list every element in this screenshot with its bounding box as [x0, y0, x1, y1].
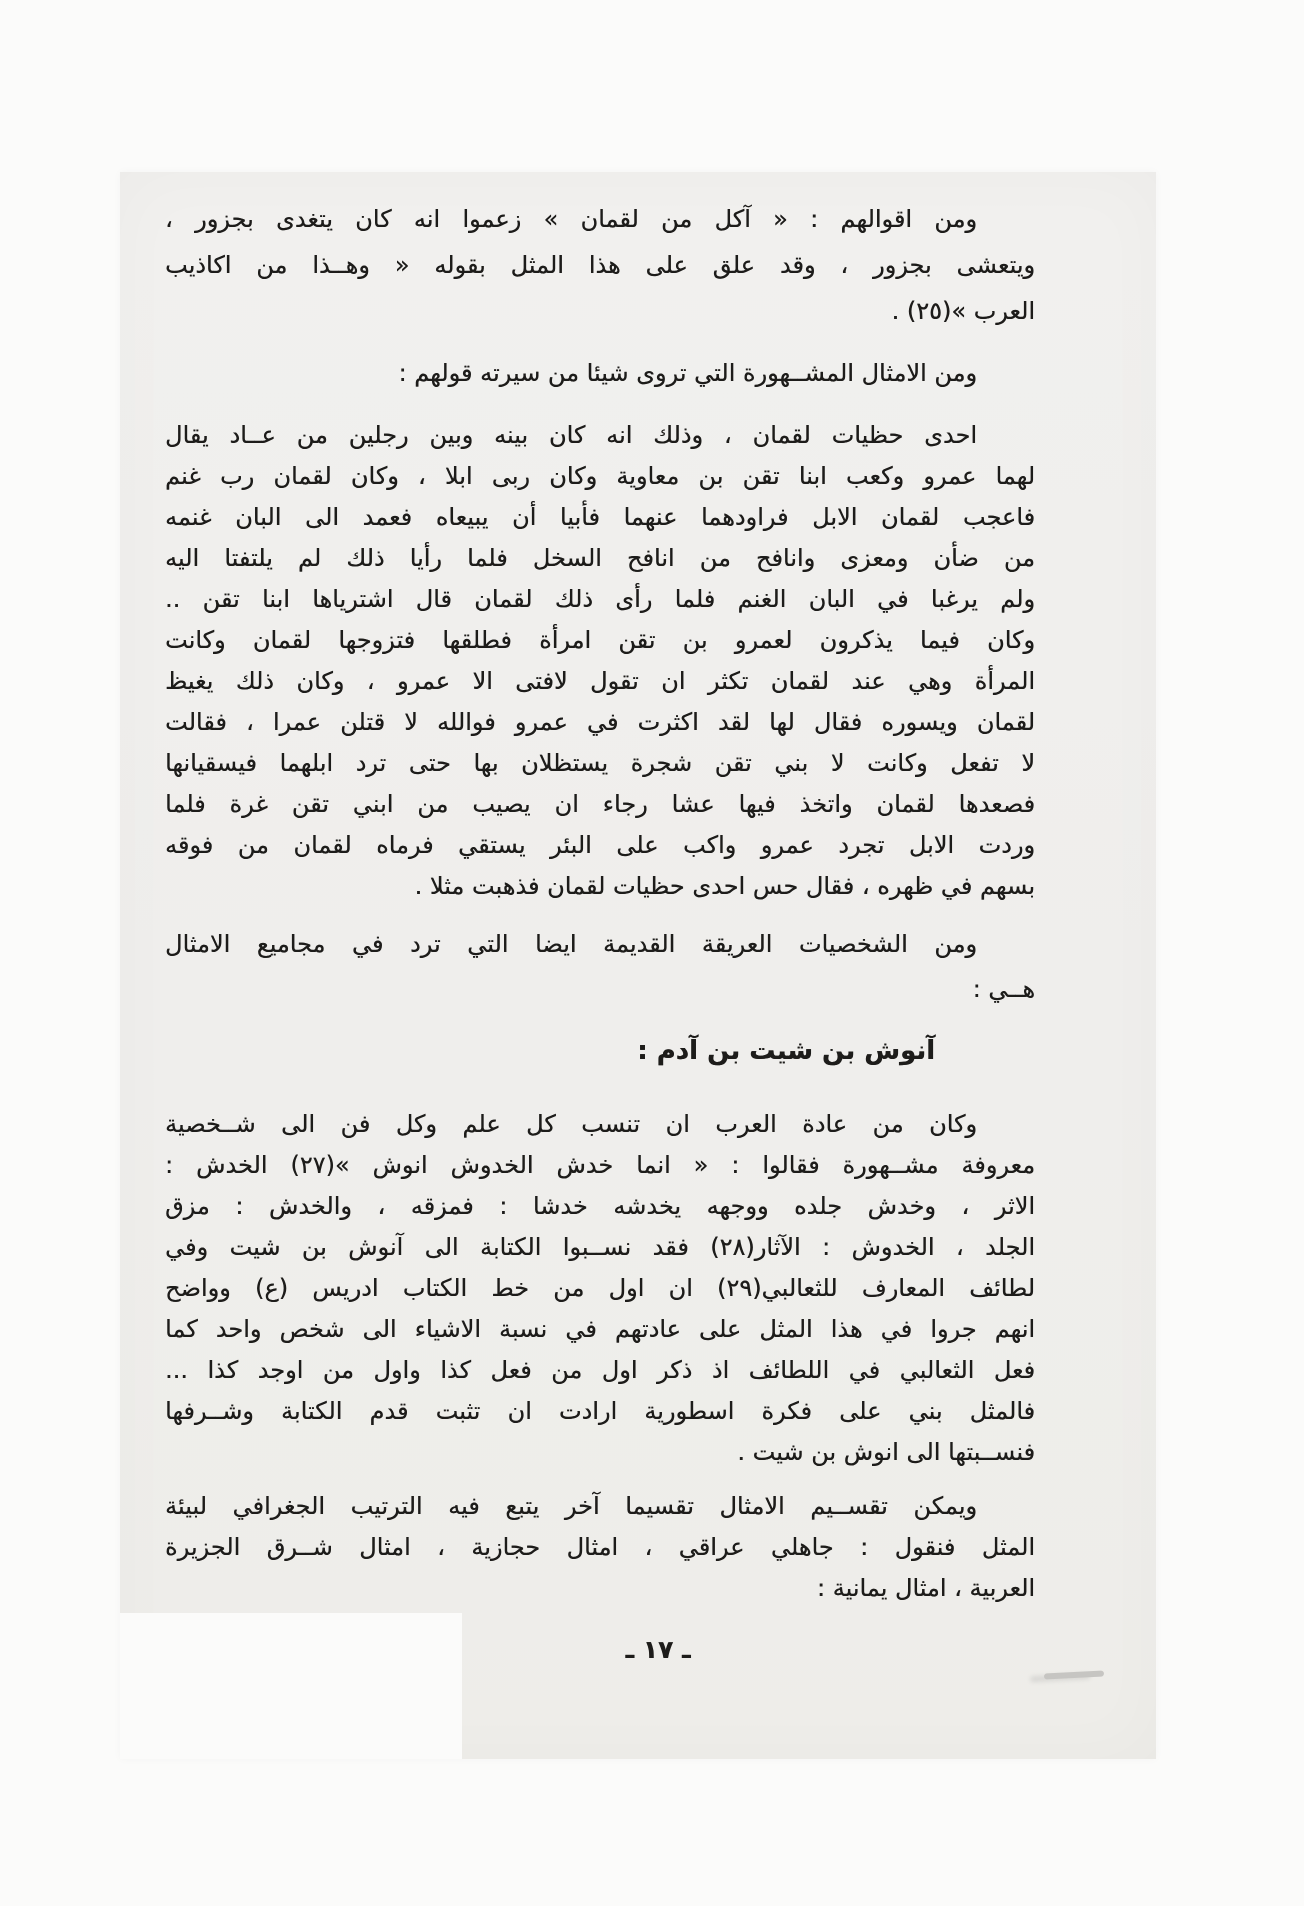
text-line: فنســبتها الى انوش بن شيت . — [737, 1438, 1035, 1466]
text-line: ومن الشخصيات العريقة القديمة ايضا التي ترد في مجاميع الامثال — [165, 930, 977, 958]
text-line: ويمكن تقســيم الامثال تقسيما آخر يتبع فيه الترتيب الجغرافي لبيئة — [165, 1492, 977, 1520]
text-line: لا تفعل وكانت لا بني تقن شجرة يستظلان بها حتى ترد ابلهما فيسقيانها — [165, 749, 1035, 777]
text-line: وردت الابل تجرد عمرو واكب على البئر يستقي فرماه لقمان من فوقه — [165, 831, 1035, 859]
scanned-page — [120, 172, 1156, 1759]
text-line: ويتعشى بجزور ، وقد علق على هذا المثل بقوله « وهــذا من اكاذيب — [165, 251, 1035, 279]
text-line: هــي : — [972, 975, 1035, 1003]
text-line: لطائف المعارف للثعالبي(٢٩) ان اول من خط الكتاب ادريس (ع) وواضح — [165, 1274, 1035, 1302]
paragraph — [165, 1486, 1035, 1609]
text-line: فاعجب لقمان الابل فراودهما عنهما فأبيا أن يبيعاه فعمد الى البان غنمه — [165, 503, 1035, 531]
text-line: لهما عمرو وكعب ابنا تقن بن معاوية وكان ربى ابلا ، وكان لقمان رب غنم — [165, 462, 1035, 490]
text-line: الاثر ، وخدش جلده ووجهه يخدشه خدشا : فمزقه ، والخدش : مزق — [165, 1192, 1035, 1220]
text-line: فعل الثعالبي في اللطائف اذ ذكر اول من فعل كذا واول من اوجد كذا ... — [165, 1356, 1035, 1384]
text-line: لقمان ويسوره فقال لها لقد اكثرت في عمرو فوالله لا قتلن عمرا ، فقالت — [165, 708, 1035, 736]
text-line: ومن الامثال المشــهورة التي تروى شيئا من سيرته قولهم : — [398, 359, 977, 387]
text-line: احدى حظيات لقمان ، وذلك انه كان بينه وبين رجلين من عــاد يقال — [165, 421, 977, 449]
paragraph — [165, 350, 1035, 396]
text-line: العربية ، امثال يمانية : — [816, 1574, 1035, 1602]
text-line: المرأة وهي عند لقمان تكثر ان تقول لافتى الا عمرو ، وكان ذلك يغيظ — [165, 667, 1035, 695]
text-line: انهم جروا في هذا المثل على عادتهم في نسبة الاشياء الى شخص واحد كما — [165, 1315, 1035, 1343]
scan-edge-notch — [120, 1613, 462, 1759]
text-line: معروفة مشــهورة فقالوا : « انما خدش الخدوش انوش »(٢٧) الخدش : — [165, 1151, 1035, 1179]
text-line: ومن اقوالهم : « آكل من لقمان » زعموا انه كان يتغدى بجزور ، — [165, 205, 977, 233]
text-line: العرب »(٢٥) . — [891, 297, 1035, 325]
paragraph — [165, 415, 1035, 907]
section-heading: آنوش بن شيت بن آدم : — [637, 1036, 935, 1066]
text-line: من ضأن ومعزى وانافح من انافح السخل فلما رأيا ذلك لم يلتفتا اليه — [165, 544, 1035, 572]
text-line: وكان من عادة العرب ان تنسب كل علم وكل فن الى شــخصية — [165, 1110, 977, 1138]
text-line: بسهم في ظهره ، فقال حس احدى حظيات لقمان فذهبت مثلا . — [414, 872, 1035, 900]
text-line: المثل فنقول : جاهلي عراقي ، امثال حجازية ، امثال شــرق الجزيرة — [165, 1533, 1035, 1561]
page-number: ـ ١٧ ـ — [625, 1635, 691, 1664]
text-line: الجلد ، الخدوش : الآثار(٢٨) فقد نســبوا الكتابة الى آنوش بن شيت وفي — [165, 1233, 1035, 1261]
paragraph — [165, 922, 1035, 1012]
pencil-smudge — [1044, 1670, 1104, 1679]
text-line: وكان فيما يذكرون لعمرو بن تقن امرأة فطلقها فتزوجها لقمان وكانت — [165, 626, 1035, 654]
paragraph — [165, 196, 1035, 334]
text-column — [165, 172, 1035, 1759]
text-line: فالمثل بني على فكرة اسطورية ارادت ان تثبت قدم الكتابة وشــرفها — [165, 1397, 1035, 1425]
text-line: ولم يرغبا في البان الغنم فلما رأى ذلك لقمان قال اشترياها ابنا تقن .. — [165, 585, 1035, 613]
text-line: فصعدها لقمان واتخذ فيها عشا رجاء ان يصيب من ابني تقن غرة فلما — [165, 790, 1035, 818]
paragraph — [165, 1104, 1035, 1473]
